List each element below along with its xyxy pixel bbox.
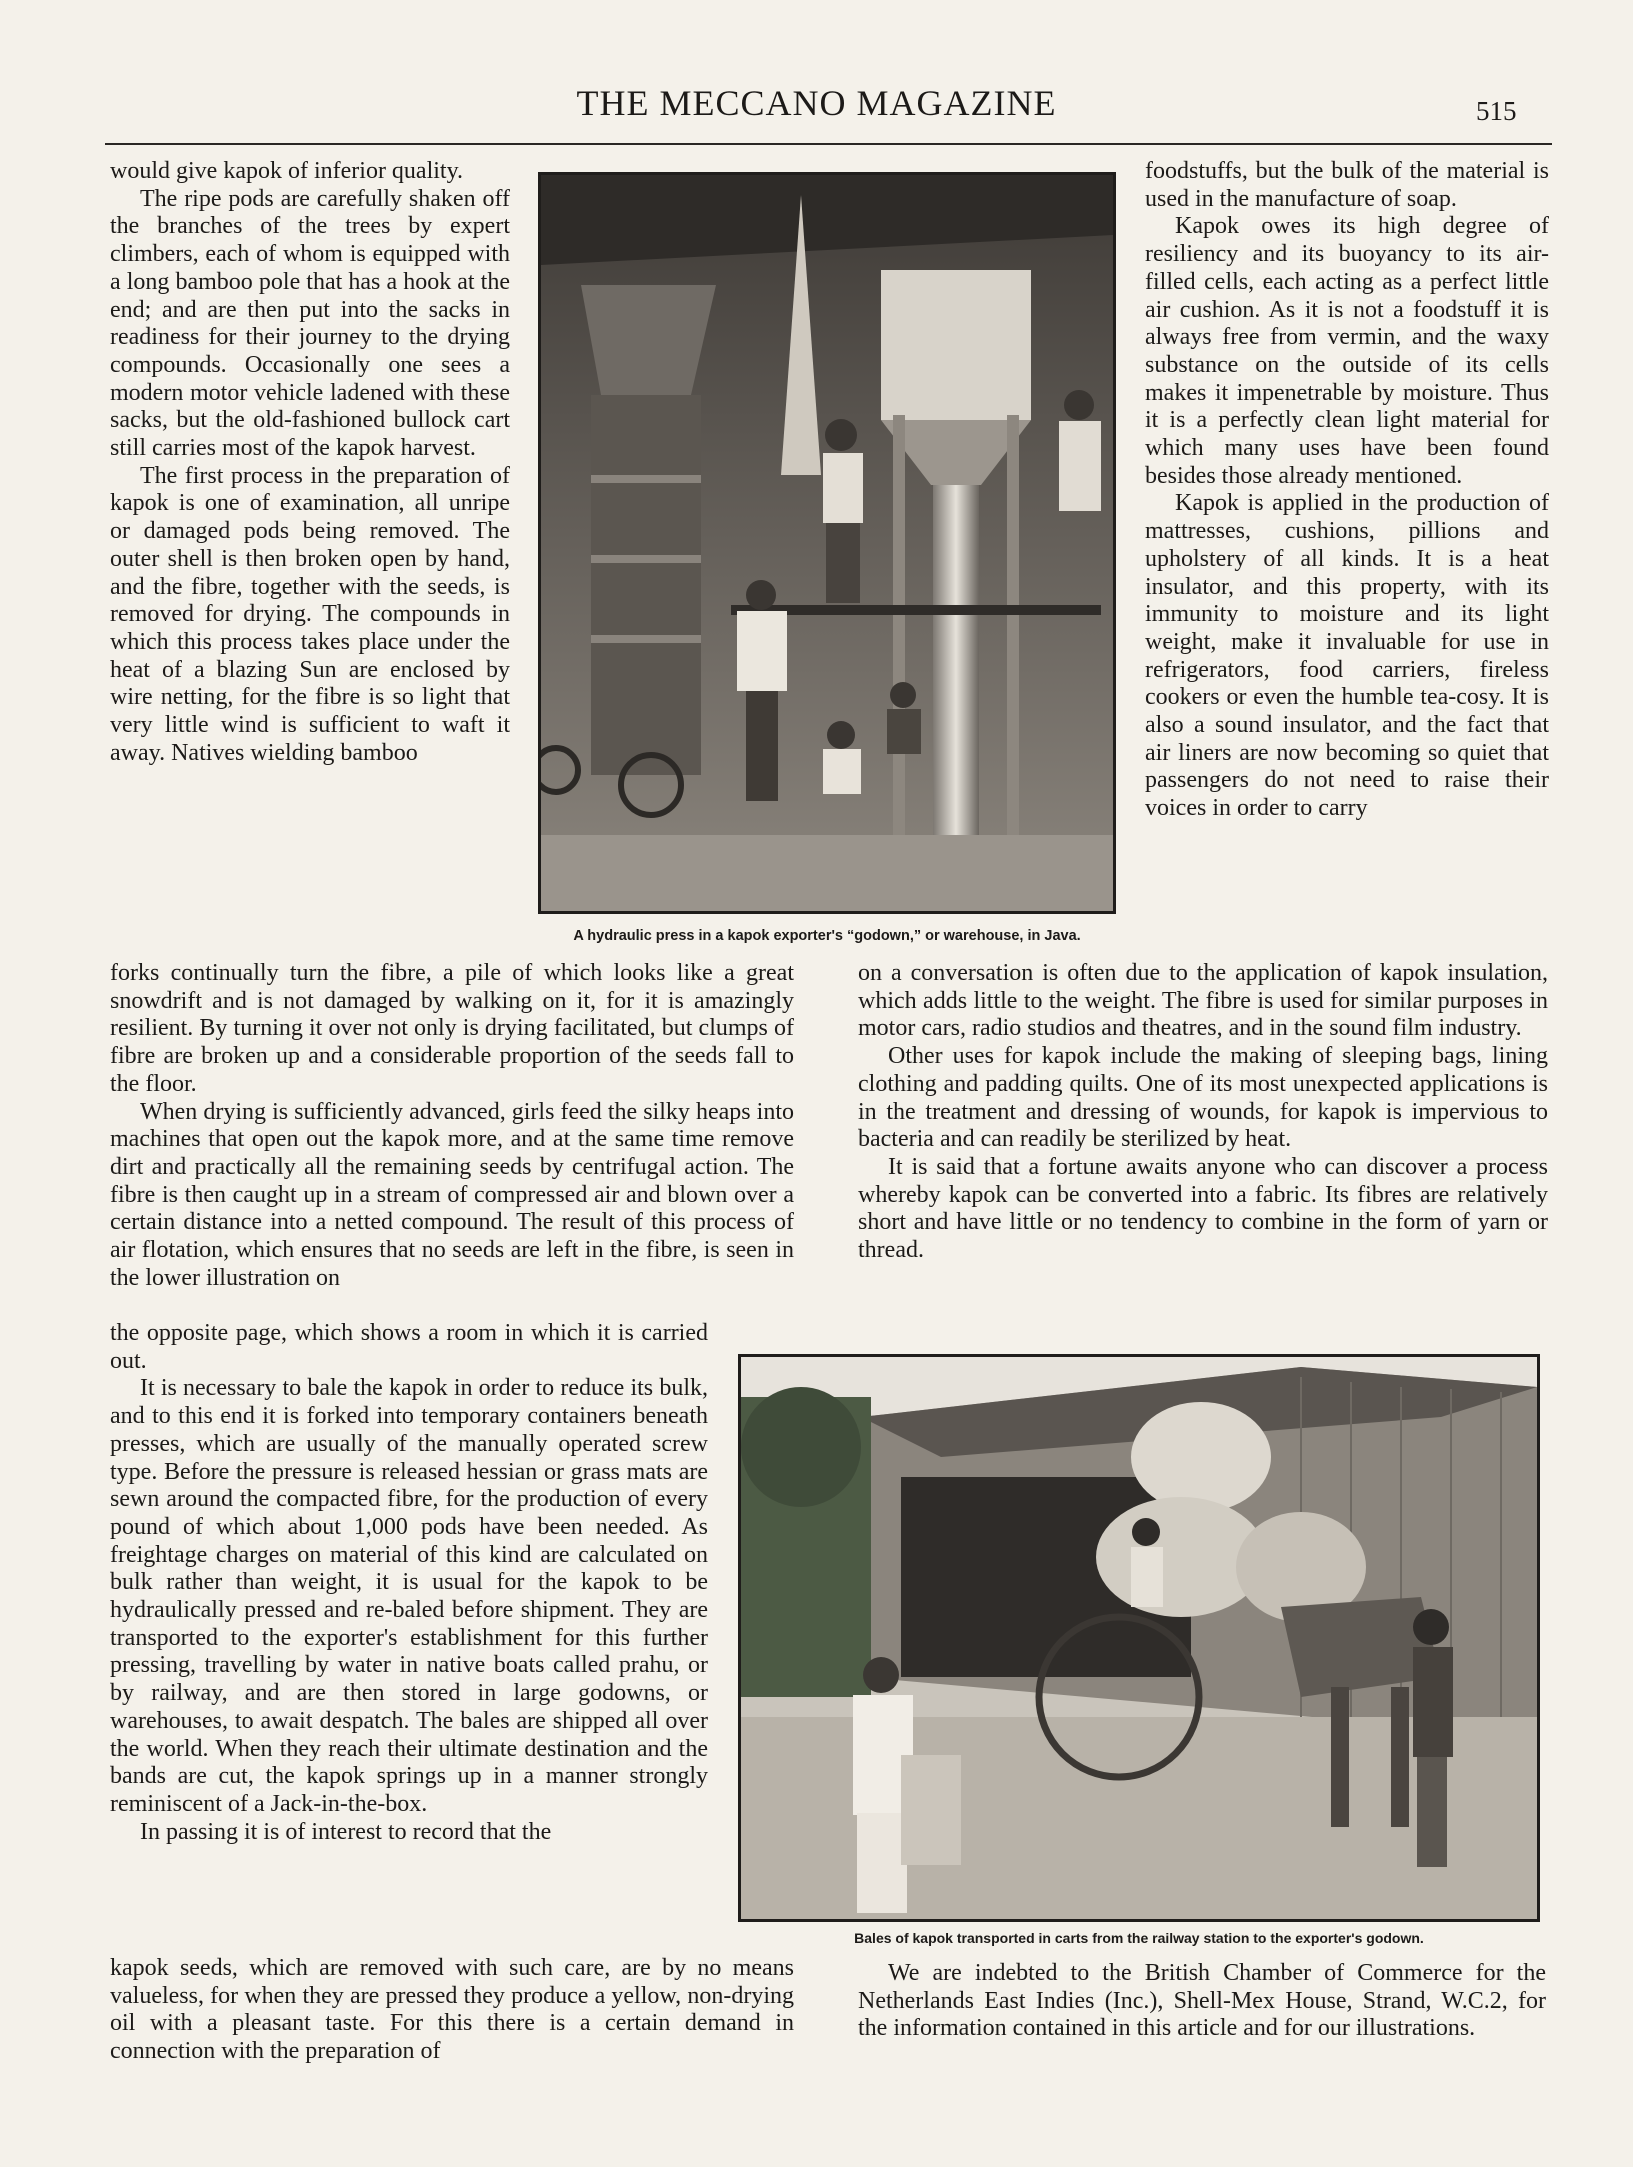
paragraph: Other uses for kapok include the making of sleeping bags, lining clothing and padding quilts. One of its most unexpected applications is in the treatment and dressing of wounds, for kapok is impervious to bacteria and can readily be sterilized by heat. bbox=[858, 1043, 1548, 1153]
page-number: 515 bbox=[1476, 96, 1517, 126]
header-rule bbox=[105, 143, 1552, 145]
paragraph: Kapok is applied in the production of mattresses, cushions, pillions and upholstery of all kinds. It is a heat insulator, and this property, with its immunity to moisture and its light weight, make it invaluable for use in refrigerators, food carriers, fireless cookers or even the humble tea-cosy. It is also a sound insulator, and the fact that air liners are now becoming so quiet that passengers do not need to raise their voices in order to carry bbox=[1145, 490, 1549, 822]
text-column-left-narrow bbox=[110, 1320, 708, 1846]
paragraph: The first process in the preparation of kapok is one of examination, all unripe or damaged pods being removed. The outer shell is then broken open by hand, and the fibre, together with the seeds, is removed for drying. The compounds in which this process takes place under the heat of a blazing Sun are enclosed by wire netting, for the fibre is so light that very little wind is sufficient to waft it away. Natives wielding bamboo bbox=[110, 462, 510, 766]
paragraph: We are indebted to the British Chamber of Commerce for the Netherlands East Indies (Inc.), Shell-Mex House, Strand, W.C.2, for the information contained in this article and for our illustrations. bbox=[858, 1960, 1546, 2042]
paragraph: When drying is sufficiently advanced, girls feed the silky heaps into machines that open out the kapok more, and at the same time remove dirt and practically all the remaining seeds by centrifugal action. The fibre is then caught up in a stream of compressed air and blown over a certain distance into a netted compound. The result of this process of air flotation, which ensures that no seeds are left in the fibre, is seen in the lower illustration on bbox=[110, 1098, 794, 1291]
paragraph: It is necessary to bale the kapok in order to reduce its bulk, and to this end it is forked into temporary containers beneath presses, which are usually of the manually operated screw type. Before the pressure is released hessian or grass mats are sewn around the compacted fibre, for the production of every pound of which about 1,000 pods have been needed. As freightage charges on material of this kind are calculated on bulk rather than weight, it is usual for the kapok to be hydraulically pressed and re-baled before shipment. They are transported to the exporter's establishment for this further pressing, travelling by water in native boats called prahu, or by railway, and are then stored in large godowns, or warehouses, to await despatch. The bales are shipped all over the world. When they reach their ultimate destination and the bands are cut, the kapok springs up in a manner strongly reminiscent of a Jack-in-the-box. bbox=[110, 1375, 708, 1817]
photo-caption-bottom: Bales of kapok transported in carts from the railway station to the exporter's godown. bbox=[854, 1930, 1424, 1946]
text-column-right-top bbox=[1145, 158, 1549, 823]
paragraph: In passing it is of interest to record that the bbox=[140, 1818, 552, 1845]
paragraph: Kapok owes its high degree of resiliency and its buoyancy to its air-filled cells, each acting as a perfect little air cushion. As it is not a foodstuff it is always free from vermin, and the waxy substance on the outside of its cells makes it impenetrable by moisture. Thus it is a perfectly clean light material for which many uses have been found besides those already mentioned. bbox=[1145, 213, 1549, 489]
paragraph: kapok seeds, which are removed with such care, are by no means valueless, for when they are pressed they produce a yellow, non-drying oil with a pleasant taste. For this there is a certain demand in connection with the preparation of bbox=[110, 1955, 794, 2065]
text-column-right-middle bbox=[858, 960, 1548, 1265]
text-column-left-top bbox=[110, 158, 510, 767]
hydraulic-press-image bbox=[541, 175, 1113, 911]
paragraph: It is said that a fortune awaits anyone who can discover a process whereby kapok can be converted into a fabric. Its fibres are relatively short and have little or no tendency to combine in the form of yarn or thread. bbox=[858, 1153, 1548, 1264]
paragraph: the opposite page, which shows a room in which it is carried out. bbox=[110, 1320, 708, 1374]
paragraph: foodstuffs, but the bulk of the material is used in the manufacture of soap. bbox=[1145, 158, 1549, 212]
photo-hydraulic-press bbox=[538, 172, 1116, 914]
paragraph: would give kapok of inferior quality. bbox=[110, 158, 464, 184]
paragraph: on a conversation is often due to the application of kapok insulation, which adds little to the weight. The fibre is used for similar purposes in motor cars, radio studios and theatres, and in the sound film industry. bbox=[858, 960, 1548, 1042]
running-header-title: THE MECCANO MAGAZINE bbox=[576, 83, 1057, 123]
paragraph: forks continually turn the fibre, a pile of which looks like a great snowdrift and is not damaged by walking on it, for it is amazingly resilient. By turning it over not only is drying facilitated, but clumps of fibre are broken up and a considerable proportion of the seeds fall to the floor. bbox=[110, 960, 794, 1097]
paragraph: The ripe pods are carefully shaken off the branches of the trees by expert climbers, each of whom is equipped with a long bamboo pole that has a hook at the end; and are then put into the sacks in readiness for their journey to the drying compounds. Occasionally one sees a modern motor vehicle ladened with these sacks, but the old-fashioned bullock cart still carries most of the kapok harvest. bbox=[110, 185, 510, 462]
acknowledgement-paragraph bbox=[858, 1960, 1546, 2043]
text-column-left-middle bbox=[110, 960, 794, 1292]
photo-kapok-carts bbox=[738, 1354, 1540, 1922]
kapok-carts-image bbox=[741, 1357, 1537, 1919]
photo-caption-top: A hydraulic press in a kapok exporter's “godown,” or warehouse, in Java. bbox=[573, 928, 1081, 944]
text-column-left-bottom bbox=[110, 1955, 794, 2066]
